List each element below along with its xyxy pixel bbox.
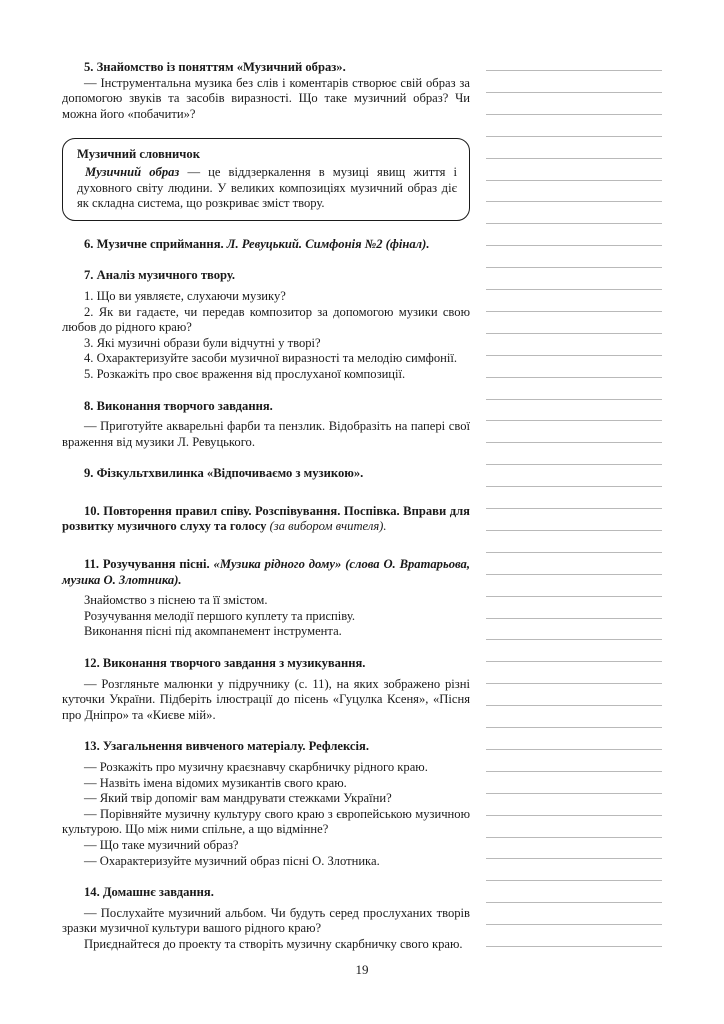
list-item: Розучування мелодії першого куплету та приспіву. (84, 608, 355, 623)
ruled-line (486, 530, 662, 531)
ruled-line (486, 92, 662, 93)
ruled-line (486, 815, 662, 816)
ruled-line (486, 442, 662, 443)
section-5-heading: 5. Знайомство із поняттям «Музичний образ». (84, 60, 346, 74)
section-10-note: (за вибором вчителя). (266, 519, 387, 534)
ruled-line (486, 705, 662, 706)
ruled-line (486, 727, 662, 728)
ruled-line (486, 245, 662, 246)
ruled-line (486, 223, 662, 224)
ruled-line (486, 618, 662, 619)
list-item: 1. Що ви уявляєте, слухаючи музику? (84, 288, 286, 303)
section-10 (62, 504, 470, 535)
section-6-work: Л. Ревуцький. Симфонія №2 (фінал). (223, 236, 430, 251)
page-number: 19 (355, 962, 369, 977)
ruled-line (486, 377, 662, 378)
section-11 (62, 557, 470, 640)
list-item: — Який твір допоміг вам мандрувати стежками України? (84, 791, 392, 806)
glossary-box (62, 138, 470, 220)
ruled-line (486, 596, 662, 597)
list-item: — Розкажіть про музичну краєзнавчу скарбничку рідного краю. (84, 760, 428, 774)
section-9 (62, 466, 470, 482)
ruled-line (486, 399, 662, 400)
section-5-text: — Інструментальна музика без слів і коментарів створює свій образ за допомогою звуків та засобів виразності. Що таке музичний образ? Чи можна його «побачити»? (62, 75, 470, 121)
ruled-line (486, 267, 662, 268)
ruled-line (486, 902, 662, 903)
section-6 (62, 237, 470, 253)
section-7 (62, 268, 470, 382)
section-8 (62, 399, 470, 451)
glossary-title: Музичний словничок (77, 147, 200, 162)
ruled-line (486, 508, 662, 509)
section-7-heading: 7. Аналіз музичного твору. (84, 268, 236, 283)
section-12-heading: 12. Виконання творчого завдання з музикування. (84, 656, 366, 671)
list-item: 2. Як ви гадаєте, чи передав композитор за допомогою музики свою любов до рідного краю? (62, 304, 470, 335)
section-5 (62, 60, 470, 122)
section-8-text: — Приготуйте акварельні фарби та пензлик. Відобразіть на папері свої враження від музики Л. Ревуцького. (62, 419, 470, 449)
ruled-line (486, 924, 662, 925)
ruled-line (486, 793, 662, 794)
ruled-line (486, 837, 662, 838)
ruled-line (486, 552, 662, 553)
ruled-line (486, 136, 662, 137)
section-14 (62, 885, 470, 952)
ruled-line (486, 771, 662, 772)
ruled-line (486, 858, 662, 859)
ruled-line (486, 70, 662, 71)
section-6-title: 6. Музичне сприймання. (84, 236, 224, 251)
ruled-line (486, 683, 662, 684)
section-12-text: — Розгляньте малюнки у підручнику (с. 11), на яких зображено різні куточки України. Підберіть ілюстрації до пісень «Гуцулка Ксеня», «Пісня про Дніпро» та «Києве мій». (62, 676, 470, 722)
ruled-line (486, 158, 662, 159)
list-item: — Назвіть імена відомих музикантів свого краю. (84, 775, 347, 790)
list-item: — Послухайте музичний альбом. Чи будуть серед прослуханих творів зразки музичної культури вашого рідного краю? (62, 905, 470, 936)
ruled-line (486, 464, 662, 465)
section-13 (62, 739, 470, 869)
glossary-text (77, 165, 457, 212)
list-item: 4. Охарактеризуйте засоби музичної виразності та мелодію симфонії. (84, 351, 458, 366)
ruled-line (486, 201, 662, 202)
ruled-line (486, 574, 662, 575)
ruled-line (486, 880, 662, 881)
ruled-line (486, 661, 662, 662)
ruled-line (486, 420, 662, 421)
ruled-line (486, 486, 662, 487)
list-item: — Що таке музичний образ? (84, 837, 239, 852)
section-8-heading: 8. Виконання творчого завдання. (84, 398, 273, 413)
list-item: — Охарактеризуйте музичний образ пісні О. Злотника. (84, 853, 380, 868)
list-item: Приєднайтеся до проекту та створіть музичну скарбничку свого краю. (84, 936, 463, 951)
glossary-definition: — це віддзеркалення в музиці явищ життя і духовного світу людини. У великих композиціях музичний образ діє як складна система, що розкриває зміст твору. (77, 164, 458, 211)
section-10-heading (62, 504, 470, 535)
list-item: 5. Розкажіть про своє враження від прослуханої композиції. (84, 366, 406, 381)
ruled-line (486, 333, 662, 334)
section-11-title: 11. Розучування пісні. (84, 557, 210, 572)
ruled-line (486, 289, 662, 290)
ruled-line (486, 639, 662, 640)
section-14-heading: 14. Домашнє завдання. (84, 885, 214, 900)
main-content (62, 60, 470, 969)
ruled-line (486, 355, 662, 356)
list-item: 3. Які музичні образи були відчутні у творі? (84, 335, 321, 350)
ruled-line (486, 946, 662, 947)
section-9-heading: 9. Фізкультхвилинка «Відпочиваємо з музикою». (84, 466, 364, 481)
list-item: Знайомство з піснею та її змістом. (84, 593, 268, 608)
ruled-line (486, 180, 662, 181)
section-12 (62, 656, 470, 723)
glossary-term: Музичний образ (85, 164, 180, 179)
ruled-line (486, 311, 662, 312)
section-13-heading: 13. Узагальнення вивченого матеріалу. Рефлексія. (84, 739, 369, 754)
section-11-song: «Музика рідного дому» (слова О. Вратарьова, музика О. Злотника). (62, 557, 470, 587)
ruled-line (486, 114, 662, 115)
ruled-line (486, 749, 662, 750)
list-item: Виконання пісні під акомпанемент інструмента. (84, 624, 342, 639)
section-10-title: 10. Повторення правил співу. Розспівування. Поспівка. Вправи для розвитку музичного слуху та голосу (62, 503, 470, 534)
section-6-heading (62, 237, 470, 253)
list-item: — Порівняйте музичну культуру свого краю з європейською музичною культурою. Що між ними спільне, а що відмінне? (62, 806, 470, 837)
section-11-heading (62, 557, 470, 588)
notes-ruled-lines (486, 70, 662, 950)
